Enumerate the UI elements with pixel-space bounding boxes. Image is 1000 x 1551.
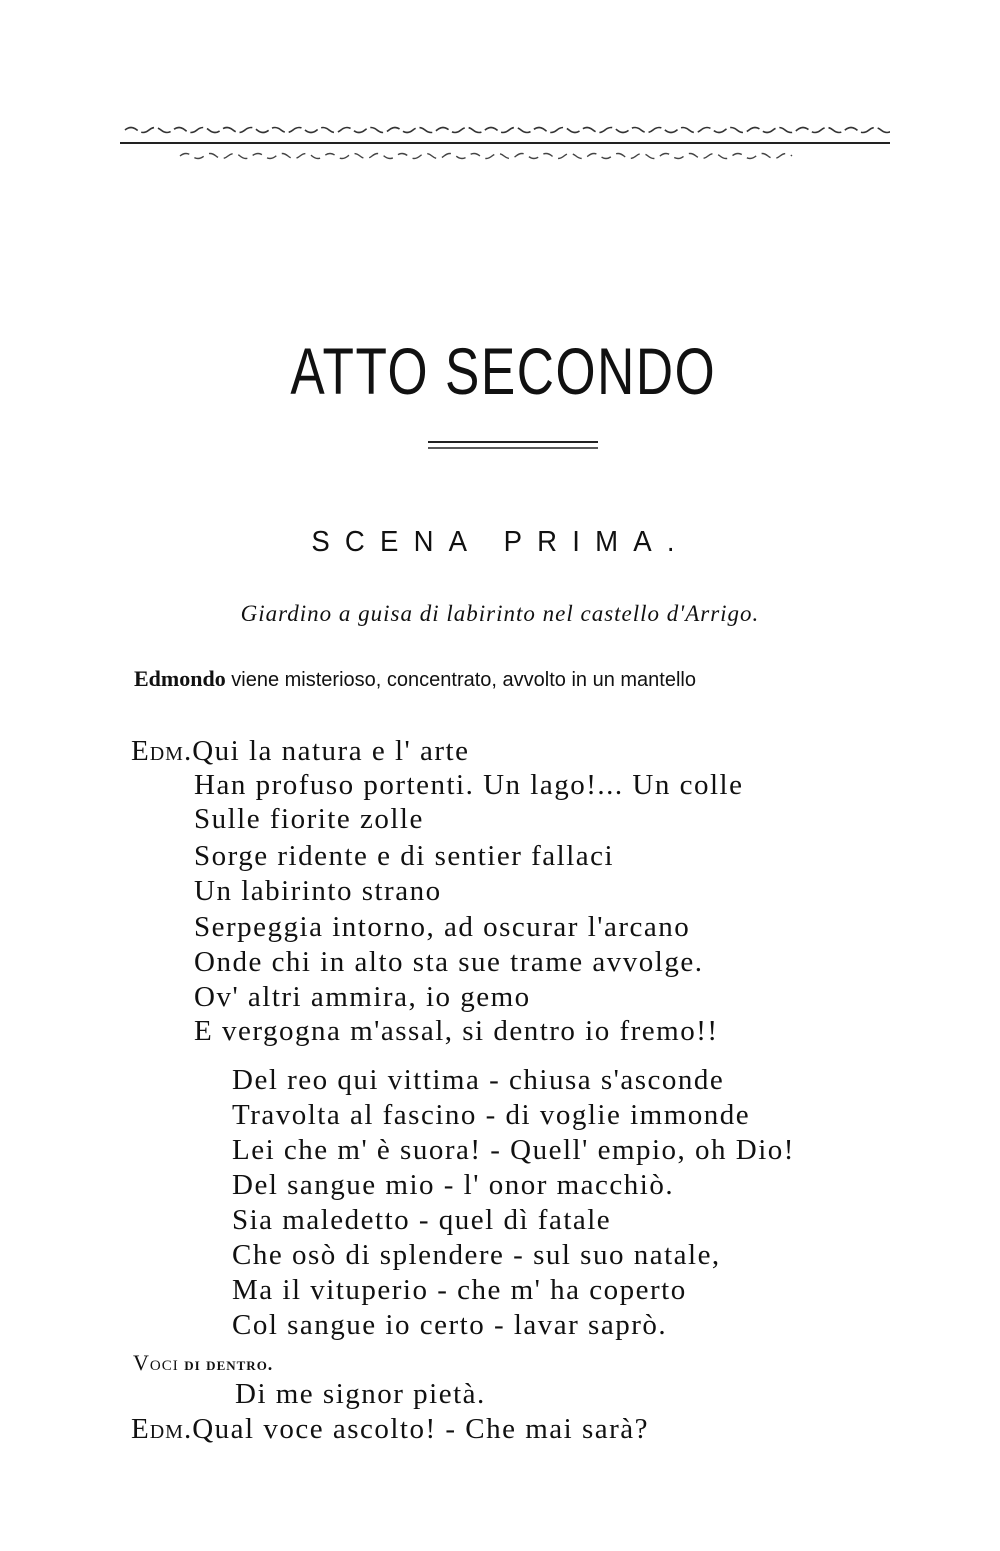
speaker-label: Edm. — [131, 1413, 193, 1445]
verse-line: Han profuso portenti. Un lago!... Un colle — [194, 769, 744, 801]
verse-line: Travolta al fascino - di voglie immonde — [232, 1099, 751, 1131]
scene-setting: Giardino a guisa di labirinto nel castello d'Arrigo. — [240, 601, 760, 626]
speaker-label-suffix: di dentro. — [178, 1354, 274, 1374]
verse-line: Che osò di splendere - sul suo natale, — [232, 1239, 721, 1271]
verse-line: Ov' altri ammira, io gemo — [194, 981, 531, 1013]
verse-line: Del reo qui vittima - chiusa s'asconde — [232, 1064, 725, 1096]
speaker-line — [133, 1346, 273, 1381]
verse-line: Serpeggia intorno, ad oscurar l'arcano — [194, 911, 691, 943]
verse-line — [131, 734, 469, 768]
verse-line: Sulle fiorite zolle — [194, 803, 424, 835]
verse-line: E vergogna m'assal, si dentro io fremo!! — [194, 1015, 719, 1047]
verse-line: Di me signor pietà. — [235, 1378, 486, 1410]
verse-line: Sia maledetto - quel dì fatale — [232, 1204, 612, 1236]
title-double-rule — [428, 438, 598, 456]
verse-line: Un labirinto strano — [194, 875, 442, 907]
speaker-label: Edm. — [131, 735, 193, 767]
scene-heading: SCENA PRIMA. — [311, 526, 690, 558]
verse-line: Sorge ridente e di sentier fallaci — [194, 840, 615, 872]
verse-line: Col sangue io certo - lavar saprò. — [232, 1309, 668, 1341]
verse-line — [131, 1412, 649, 1446]
speaker-label: Voci — [133, 1350, 179, 1375]
verse-text: Qual voce ascolto! - Che mai sarà? — [192, 1413, 650, 1445]
verse-line: Del sangue mio - l' onor macchiò. — [232, 1169, 675, 1201]
stage-direction-character: Edmondo — [134, 666, 226, 691]
top-ornament — [120, 118, 890, 164]
stage-direction-text: viene misterioso, concentrato, avvolto in un mantello — [225, 669, 696, 691]
verse-line: Ma il vituperio - che m' ha coperto — [232, 1274, 687, 1306]
verse-line: Onde chi in alto sta sue trame avvolge. — [194, 946, 704, 978]
verse-line: Lei che m' è suora! - Quell' empio, oh Dio! — [232, 1134, 795, 1166]
act-title: ATTO SECONDO — [290, 334, 717, 408]
verse-text: Qui la natura e l' arte — [192, 735, 470, 767]
stage-direction — [134, 665, 934, 694]
